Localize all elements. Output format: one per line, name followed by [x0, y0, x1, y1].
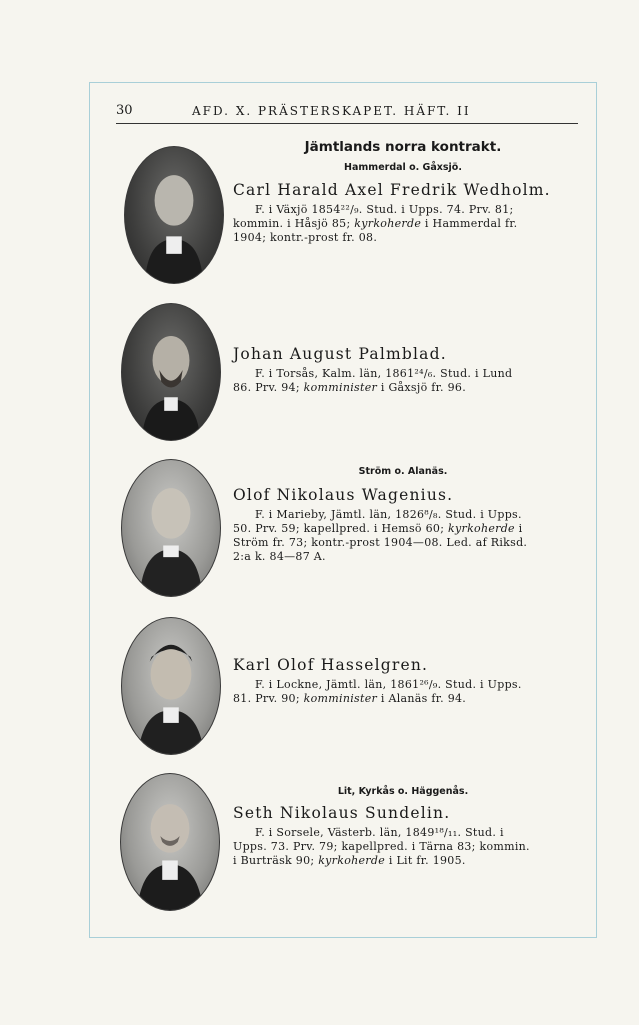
bio-line: i Burträsk 90; kyrkoherde i Lit fr. 1905. — [233, 854, 466, 867]
biography — [233, 203, 578, 245]
parish-heading-hammerdal: Hammerdal o. Gåxsjö. — [344, 162, 462, 173]
bio-line: F. i Sorsele, Västerb. län, 1849¹⁸/₁₁. Stud. i — [255, 826, 504, 839]
bio-line: kommin. i Håsjö 85; kyrkoherde i Hammerdal fr. — [233, 217, 518, 230]
bio-line: F. i Torsås, Kalm. län, 1861²⁴/₆. Stud. i Lund — [255, 367, 513, 380]
bio-line: 1904; kontr.-prost fr. 08. — [233, 231, 378, 244]
contract-heading: Jämtlands norra kontrakt. — [304, 139, 502, 155]
page-number: 30 — [116, 103, 133, 118]
clergy-name: Carl Harald Axel Fredrik Wedholm. — [233, 181, 551, 199]
bio-line: 50. Prv. 59; kapellpred. i Hemsö 60; kyrkoherde i — [233, 522, 523, 535]
bio-italic: kyrkoherde — [318, 854, 386, 867]
entry-wedholm — [233, 181, 578, 245]
portrait-photo-icon — [120, 773, 220, 911]
portrait-photo-icon — [121, 303, 221, 441]
parish-heading-strom: Ström o. Alanäs. — [358, 466, 448, 477]
entry-hasselgren — [233, 656, 578, 706]
biography — [233, 367, 578, 395]
entry-wagenius — [233, 486, 578, 564]
portrait-photo-icon — [121, 459, 221, 597]
clergy-name: Karl Olof Hasselgren. — [233, 656, 429, 674]
clergy-name: Seth Nikolaus Sundelin. — [233, 804, 451, 822]
portrait-photo-icon — [121, 617, 221, 755]
bio-line: Upps. 73. Prv. 79; kapellpred. i Tärna 83; kommin. — [233, 840, 530, 853]
bio-line: 81. Prv. 90; komminister i Alanäs fr. 94. — [233, 692, 467, 705]
bio-line: F. i Marieby, Jämtl. län, 1826⁸/₈. Stud. i Upps. — [255, 508, 522, 521]
bio-italic: kyrkoherde — [354, 217, 422, 230]
bio-line: 86. Prv. 94; komminister i Gåxsjö fr. 96. — [233, 381, 467, 394]
biography — [233, 678, 578, 706]
bio-italic: kyrkoherde — [448, 522, 515, 535]
clergy-name: Olof Nikolaus Wagenius. — [233, 486, 454, 504]
biography — [233, 826, 578, 868]
running-header — [116, 101, 578, 124]
biography — [233, 508, 578, 564]
entry-palmblad — [233, 345, 578, 395]
bio-line: F. i Växjö 1854²²/₉. Stud. i Upps. 74. Prv. 81; — [255, 203, 514, 216]
running-title: AFD. X. PRÄSTERSKAPET. HÄFT. II — [192, 104, 471, 118]
portrait-photo-icon — [124, 146, 224, 284]
clergy-name: Johan August Palmblad. — [233, 345, 447, 363]
bio-line: 2:a k. 84—87 A. — [233, 550, 326, 563]
bio-italic: komminister — [303, 692, 378, 705]
parish-heading-lit: Lit, Kyrkås o. Häggenås. — [337, 786, 469, 797]
bio-line: Ström fr. 73; kontr.-prost 1904—08. Led. af Riksd. — [233, 536, 528, 549]
bio-line: F. i Lockne, Jämtl. län, 1861²⁶/₉. Stud. i Upps. — [255, 678, 522, 691]
bio-italic: komminister — [303, 381, 378, 394]
entry-sundelin — [233, 804, 578, 868]
